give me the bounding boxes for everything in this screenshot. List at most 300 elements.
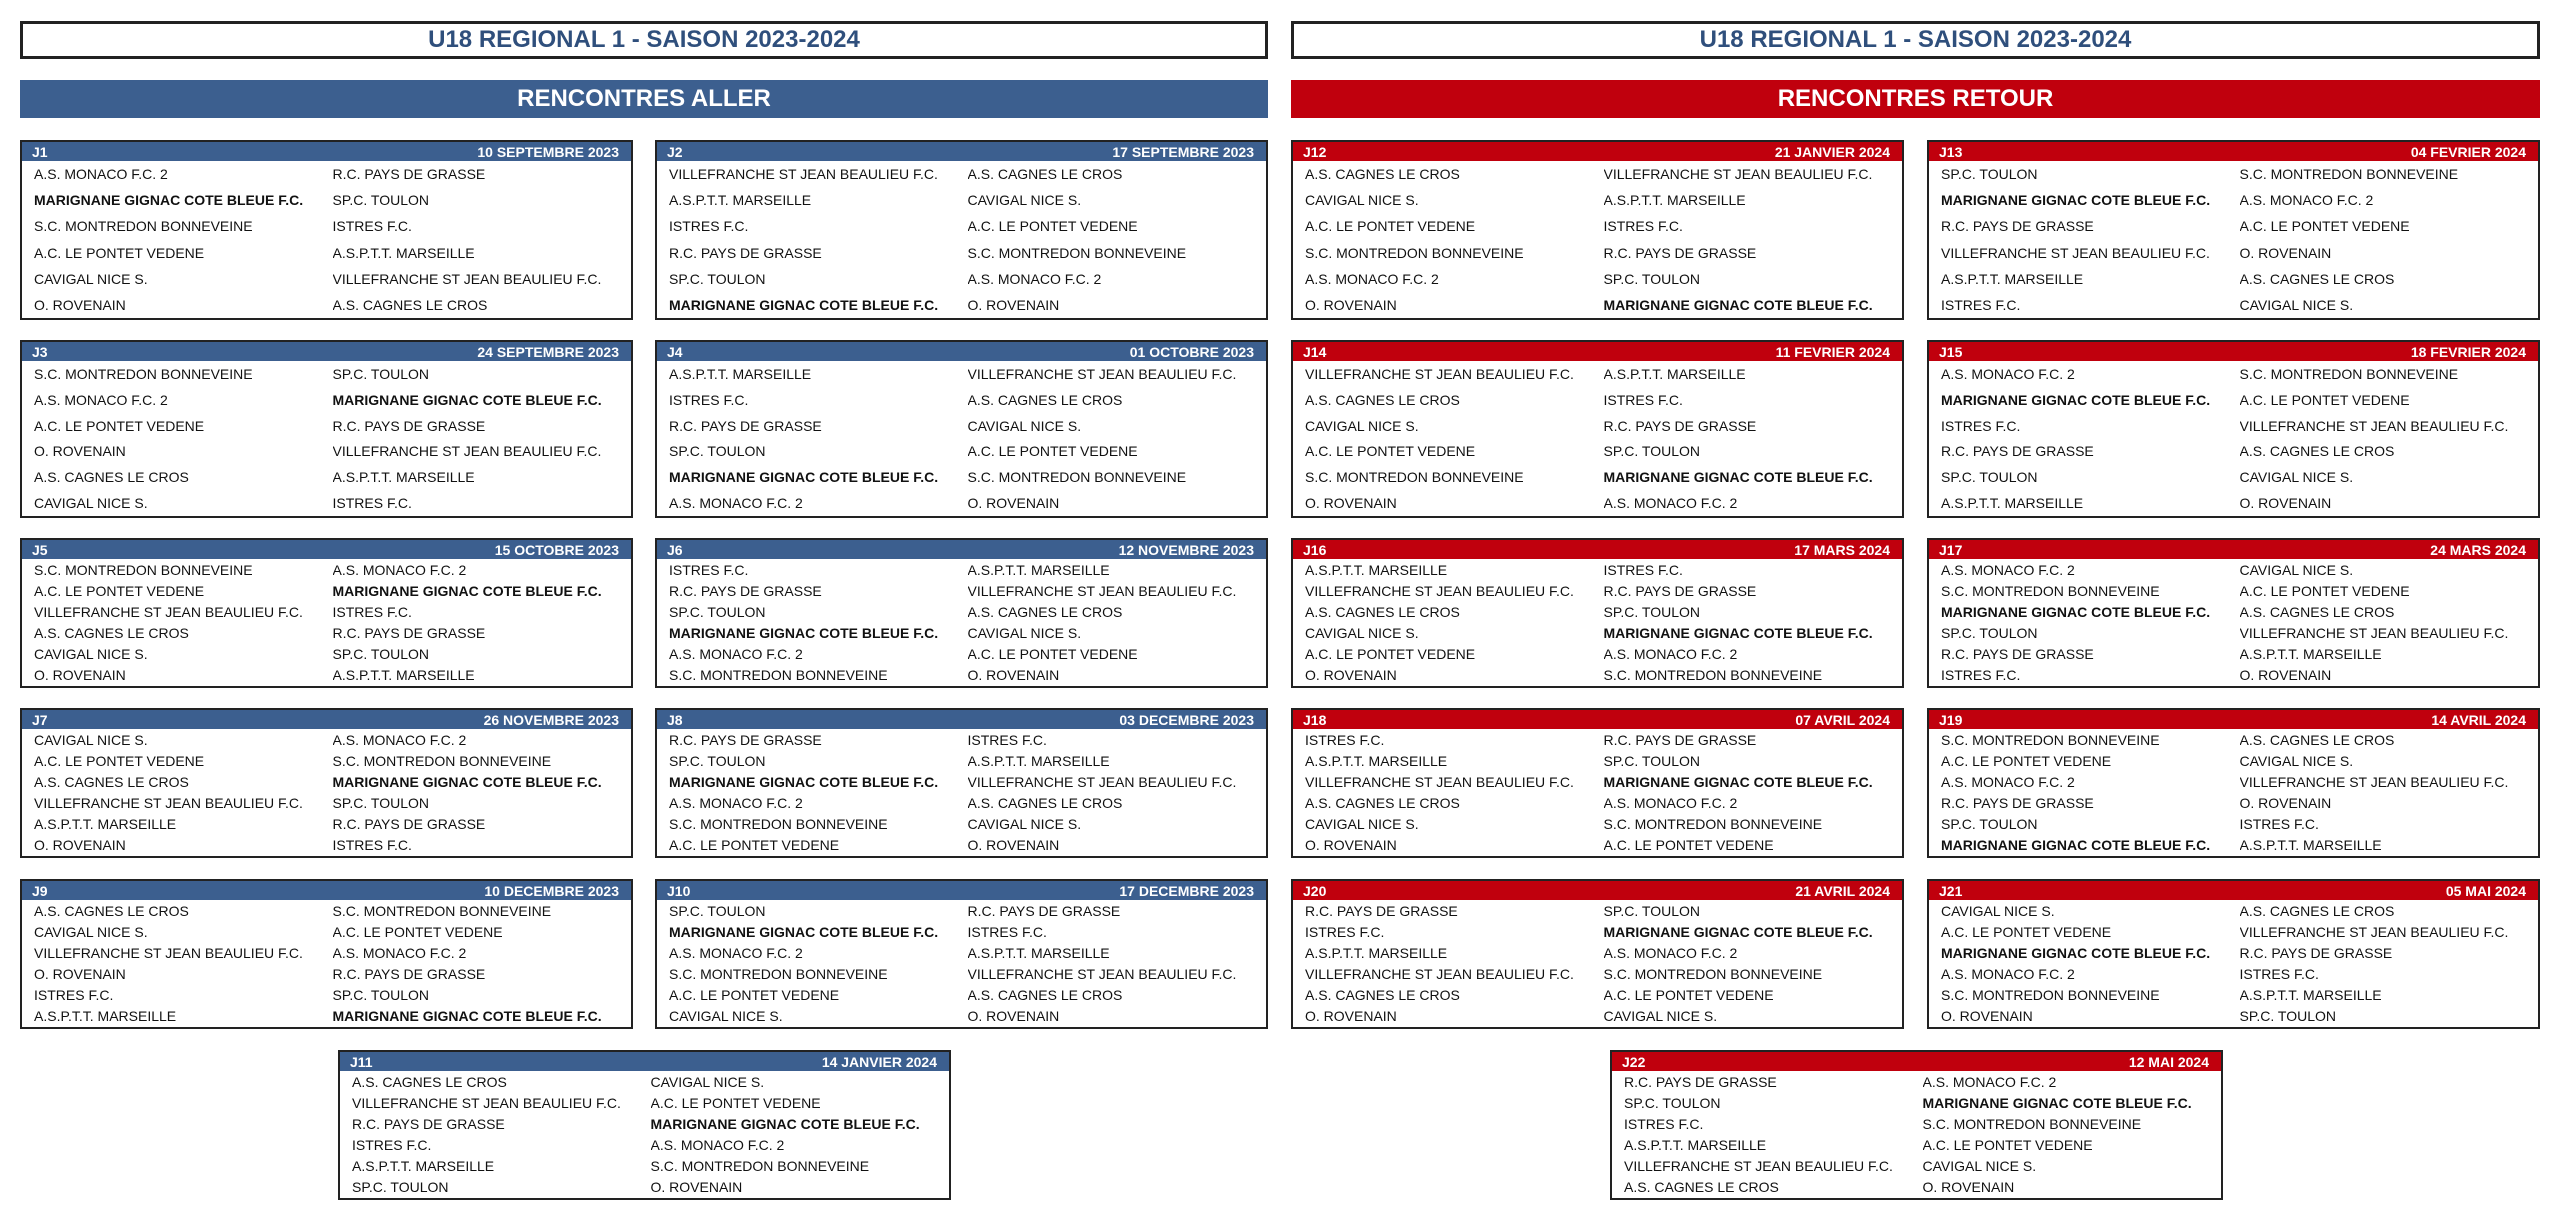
home-team: CAVIGAL NICE S. xyxy=(1305,625,1419,642)
match-list xyxy=(1929,361,2538,516)
match-row xyxy=(22,966,631,982)
home-team: S.C. MONTREDON BONNEVEINE xyxy=(34,365,253,382)
away-team: CAVIGAL NICE S. xyxy=(1603,1008,1718,1025)
match-row xyxy=(657,366,1266,382)
away-team: A.S. MONACO F.C. 2 xyxy=(650,1137,785,1154)
match-row xyxy=(657,753,1266,769)
match-row xyxy=(22,297,631,313)
home-team: VILLEFRANCHE ST JEAN BEAULIEU F.C. xyxy=(34,603,303,620)
away-team: MARIGNANE GIGNAC COTE BLEUE F.C. xyxy=(332,582,602,599)
journee-card-j18 xyxy=(1291,708,1904,858)
away-team: MARIGNANE GIGNAC COTE BLEUE F.C. xyxy=(1603,469,1873,486)
home-team: MARIGNANE GIGNAC COTE BLEUE F.C. xyxy=(669,923,939,940)
retour-banner: RENCONTRES RETOUR xyxy=(1291,80,2540,118)
away-team: R.C. PAYS DE GRASSE xyxy=(332,166,486,183)
match-row xyxy=(1293,392,1902,408)
away-team: ISTRES F.C. xyxy=(332,603,412,620)
away-team: CAVIGAL NICE S. xyxy=(967,192,1082,209)
home-team: MARIGNANE GIGNAC COTE BLEUE F.C. xyxy=(669,296,939,313)
match-row xyxy=(22,924,631,940)
away-team: A.S. CAGNES LE CROS xyxy=(967,166,1123,183)
away-team: MARIGNANE GIGNAC COTE BLEUE F.C. xyxy=(650,1115,920,1132)
home-team: S.C. MONTREDON BONNEVEINE xyxy=(1305,469,1524,486)
home-team: ISTRES F.C. xyxy=(669,218,749,235)
home-team: VILLEFRANCHE ST JEAN BEAULIEU F.C. xyxy=(1305,773,1574,790)
journee-header xyxy=(1293,142,1902,161)
away-team: VILLEFRANCHE ST JEAN BEAULIEU F.C. xyxy=(2239,625,2509,642)
match-row xyxy=(657,192,1266,208)
away-team: SP.C. TOULON xyxy=(2239,1008,2336,1025)
away-team: MARIGNANE GIGNAC COTE BLEUE F.C. xyxy=(1603,923,1873,940)
match-row xyxy=(1293,218,1902,234)
match-row xyxy=(657,418,1266,434)
away-team: S.C. MONTREDON BONNEVEINE xyxy=(967,244,1187,261)
home-team: ISTRES F.C. xyxy=(669,391,749,408)
away-team: ISTRES F.C. xyxy=(1603,561,1683,578)
journee-card-j20 xyxy=(1291,879,1904,1029)
home-team: O. ROVENAIN xyxy=(1941,1008,2033,1025)
journee-date: 14 AVRIL 2024 xyxy=(2431,711,2526,728)
journee-number: J7 xyxy=(32,711,48,728)
match-row xyxy=(1293,418,1902,434)
match-row xyxy=(22,218,631,234)
journee-date: 05 MAI 2024 xyxy=(2445,882,2526,899)
match-row xyxy=(657,443,1266,459)
home-team: SP.C. TOULON xyxy=(1941,469,2038,486)
journee-number: J6 xyxy=(667,541,683,558)
home-team: ISTRES F.C. xyxy=(1305,923,1385,940)
journee-number: J2 xyxy=(667,143,683,160)
away-team: MARIGNANE GIGNAC COTE BLEUE F.C. xyxy=(1603,773,1873,790)
journee-header xyxy=(340,1052,949,1071)
match-row xyxy=(1293,192,1902,208)
match-row xyxy=(657,945,1266,961)
home-team: VILLEFRANCHE ST JEAN BEAULIEU F.C. xyxy=(34,795,303,812)
match-list xyxy=(1293,900,1902,1027)
match-row xyxy=(1293,795,1902,811)
home-team: S.C. MONTREDON BONNEVEINE xyxy=(1305,244,1524,261)
match-row xyxy=(1929,562,2538,578)
away-team: ISTRES F.C. xyxy=(1603,218,1683,235)
home-team: A.S. CAGNES LE CROS xyxy=(1624,1179,1779,1196)
match-row xyxy=(22,583,631,599)
match-row xyxy=(1929,903,2538,919)
home-team: O. ROVENAIN xyxy=(34,966,126,983)
match-row xyxy=(1929,774,2538,790)
home-team: A.S.P.T.T. MARSEILLE xyxy=(1305,752,1448,769)
away-team: VILLEFRANCHE ST JEAN BEAULIEU F.C. xyxy=(967,966,1237,983)
match-row xyxy=(657,583,1266,599)
home-team: MARIGNANE GIGNAC COTE BLEUE F.C. xyxy=(34,192,304,209)
away-team: ISTRES F.C. xyxy=(967,731,1047,748)
away-team: A.S. MONACO F.C. 2 xyxy=(1603,795,1738,812)
away-team: CAVIGAL NICE S. xyxy=(2239,296,2354,313)
match-list xyxy=(1929,900,2538,1027)
away-team: SP.C. TOULON xyxy=(1603,902,1700,919)
home-team: A.S. MONACO F.C. 2 xyxy=(34,166,168,183)
match-row xyxy=(1929,245,2538,261)
match-row xyxy=(22,604,631,620)
match-row xyxy=(1293,837,1902,853)
away-team: MARIGNANE GIGNAC COTE BLEUE F.C. xyxy=(1603,296,1873,313)
home-team: A.S.P.T.T. MARSEILLE xyxy=(34,1008,177,1025)
home-team: CAVIGAL NICE S. xyxy=(34,495,148,512)
away-team: O. ROVENAIN xyxy=(650,1179,743,1196)
match-row xyxy=(1929,795,2538,811)
home-team: ISTRES F.C. xyxy=(34,987,114,1004)
match-row xyxy=(657,987,1266,1003)
home-team: O. ROVENAIN xyxy=(1305,837,1397,854)
match-row xyxy=(1929,945,2538,961)
match-row xyxy=(22,166,631,182)
home-team: A.S. CAGNES LE CROS xyxy=(352,1073,507,1090)
match-row xyxy=(657,837,1266,853)
journee-date: 21 AVRIL 2024 xyxy=(1795,882,1890,899)
match-row xyxy=(657,924,1266,940)
away-team: CAVIGAL NICE S. xyxy=(650,1073,765,1090)
away-team: VILLEFRANCHE ST JEAN BEAULIEU F.C. xyxy=(967,365,1237,382)
journee-card-j2 xyxy=(655,140,1268,320)
journee-header xyxy=(657,710,1266,729)
match-row xyxy=(1293,1008,1902,1024)
away-team: S.C. MONTREDON BONNEVEINE xyxy=(1603,667,1823,684)
journee-header xyxy=(22,881,631,900)
home-team: A.C. LE PONTET VEDENE xyxy=(1305,646,1476,663)
home-team: O. ROVENAIN xyxy=(1305,296,1397,313)
match-row xyxy=(657,562,1266,578)
match-row xyxy=(657,218,1266,234)
journee-card-j3 xyxy=(20,340,633,518)
journee-date: 21 JANVIER 2024 xyxy=(1774,143,1890,160)
match-row xyxy=(22,837,631,853)
journee-card-j13 xyxy=(1927,140,2540,320)
journee-header xyxy=(1293,540,1902,559)
journee-card-j7 xyxy=(20,708,633,858)
match-list xyxy=(1293,361,1902,516)
journee-date: 26 NOVEMBRE 2023 xyxy=(483,711,619,728)
left-title: U18 REGIONAL 1 - SAISON 2023-2024 xyxy=(20,21,1268,59)
away-team: R.C. PAYS DE GRASSE xyxy=(2239,944,2393,961)
home-team: ISTRES F.C. xyxy=(1941,667,2021,684)
home-team: A.S. MONACO F.C. 2 xyxy=(669,495,803,512)
home-team: A.C. LE PONTET VEDENE xyxy=(1305,443,1476,460)
match-row xyxy=(1929,646,2538,662)
home-team: A.S.P.T.T. MARSEILLE xyxy=(1941,270,2084,287)
match-row xyxy=(22,774,631,790)
away-team: VILLEFRANCHE ST JEAN BEAULIEU F.C. xyxy=(2239,773,2509,790)
away-team: A.S. CAGNES LE CROS xyxy=(2239,603,2395,620)
away-team: A.S. MONACO F.C. 2 xyxy=(332,944,467,961)
away-team: ISTRES F.C. xyxy=(332,218,412,235)
away-team: O. ROVENAIN xyxy=(2239,244,2332,261)
match-row xyxy=(1293,903,1902,919)
home-team: SP.C. TOULON xyxy=(352,1179,449,1196)
home-team: A.S. CAGNES LE CROS xyxy=(34,902,189,919)
match-list xyxy=(22,361,631,516)
match-row xyxy=(22,443,631,459)
away-team: A.S.P.T.T. MARSEILLE xyxy=(1603,365,1746,382)
match-row xyxy=(657,392,1266,408)
home-team: A.S. MONACO F.C. 2 xyxy=(1941,773,2075,790)
home-team: R.C. PAYS DE GRASSE xyxy=(669,417,822,434)
journee-card-j22 xyxy=(1610,1050,2223,1200)
journee-date: 07 AVRIL 2024 xyxy=(1795,711,1890,728)
journee-number: J1 xyxy=(32,143,48,160)
journee-card-j9 xyxy=(20,879,633,1029)
journee-number: J20 xyxy=(1303,882,1327,899)
journee-card-j17 xyxy=(1927,538,2540,688)
home-team: CAVIGAL NICE S. xyxy=(1305,816,1419,833)
home-team: A.S.P.T.T. MARSEILLE xyxy=(1305,944,1448,961)
away-team: VILLEFRANCHE ST JEAN BEAULIEU F.C. xyxy=(2239,923,2509,940)
away-team: MARIGNANE GIGNAC COTE BLEUE F.C. xyxy=(1922,1094,2192,1111)
away-team: SP.C. TOULON xyxy=(332,795,429,812)
home-team: ISTRES F.C. xyxy=(352,1137,432,1154)
match-row xyxy=(1293,562,1902,578)
away-team: R.C. PAYS DE GRASSE xyxy=(332,625,486,642)
journee-header xyxy=(22,342,631,361)
away-team: CAVIGAL NICE S. xyxy=(2239,752,2354,769)
away-team: A.S. MONACO F.C. 2 xyxy=(967,270,1102,287)
journee-header xyxy=(1293,710,1902,729)
away-team: SP.C. TOULON xyxy=(332,365,429,382)
away-team: O. ROVENAIN xyxy=(967,296,1060,313)
match-row xyxy=(1293,816,1902,832)
journee-header xyxy=(1293,881,1902,900)
match-row xyxy=(1929,987,2538,1003)
journee-header xyxy=(1293,342,1902,361)
away-team: MARIGNANE GIGNAC COTE BLEUE F.C. xyxy=(332,773,602,790)
away-team: A.C. LE PONTET VEDENE xyxy=(1603,837,1774,854)
home-team: ISTRES F.C. xyxy=(1941,296,2021,313)
match-row xyxy=(1929,297,2538,313)
journee-card-j12 xyxy=(1291,140,1904,320)
home-team: SP.C. TOULON xyxy=(669,902,766,919)
home-team: ISTRES F.C. xyxy=(669,561,749,578)
match-row xyxy=(1293,583,1902,599)
home-team: A.S. MONACO F.C. 2 xyxy=(1941,365,2075,382)
home-team: A.C. LE PONTET VEDENE xyxy=(34,417,205,434)
match-row xyxy=(22,753,631,769)
match-row xyxy=(1293,604,1902,620)
away-team: SP.C. TOULON xyxy=(332,192,429,209)
match-row xyxy=(1929,218,2538,234)
home-team: SP.C. TOULON xyxy=(669,443,766,460)
away-team: SP.C. TOULON xyxy=(332,646,429,663)
away-team: CAVIGAL NICE S. xyxy=(2239,561,2354,578)
away-team: CAVIGAL NICE S. xyxy=(967,816,1082,833)
match-row xyxy=(657,297,1266,313)
journee-header xyxy=(1929,342,2538,361)
away-team: R.C. PAYS DE GRASSE xyxy=(1603,244,1757,261)
match-row xyxy=(22,625,631,641)
match-list xyxy=(340,1071,949,1198)
match-row xyxy=(657,774,1266,790)
match-row xyxy=(657,667,1266,683)
home-team: VILLEFRANCHE ST JEAN BEAULIEU F.C. xyxy=(1305,365,1574,382)
match-row xyxy=(22,418,631,434)
away-team: S.C. MONTREDON BONNEVEINE xyxy=(1922,1115,2142,1132)
away-team: S.C. MONTREDON BONNEVEINE xyxy=(1603,966,1823,983)
match-row xyxy=(22,1008,631,1024)
home-team: SP.C. TOULON xyxy=(1941,816,2038,833)
match-row xyxy=(22,495,631,511)
away-team: A.S. MONACO F.C. 2 xyxy=(332,561,467,578)
journee-card-j21 xyxy=(1927,879,2540,1029)
match-row xyxy=(1293,774,1902,790)
away-team: O. ROVENAIN xyxy=(967,837,1060,854)
away-team: A.S.P.T.T. MARSEILLE xyxy=(332,244,475,261)
journee-header xyxy=(1929,142,2538,161)
home-team: A.S. MONACO F.C. 2 xyxy=(669,646,803,663)
journee-card-j6 xyxy=(655,538,1268,688)
home-team: A.S. CAGNES LE CROS xyxy=(1305,166,1460,183)
match-row xyxy=(1929,166,2538,182)
home-team: A.S. MONACO F.C. 2 xyxy=(669,795,803,812)
away-team: A.S. CAGNES LE CROS xyxy=(2239,443,2395,460)
match-row xyxy=(1293,443,1902,459)
journee-header xyxy=(657,540,1266,559)
journee-card-j1 xyxy=(20,140,633,320)
away-team: A.C. LE PONTET VEDENE xyxy=(967,443,1138,460)
home-team: CAVIGAL NICE S. xyxy=(1941,902,2055,919)
away-team: CAVIGAL NICE S. xyxy=(1922,1158,2037,1175)
away-team: A.S. CAGNES LE CROS xyxy=(967,603,1123,620)
home-team: CAVIGAL NICE S. xyxy=(34,270,148,287)
match-row xyxy=(1612,1116,2221,1132)
away-team: A.S. CAGNES LE CROS xyxy=(967,795,1123,812)
away-team: ISTRES F.C. xyxy=(2239,966,2319,983)
away-team: ISTRES F.C. xyxy=(332,837,412,854)
away-team: A.S. CAGNES LE CROS xyxy=(2239,270,2395,287)
match-list xyxy=(1612,1071,2221,1198)
home-team: S.C. MONTREDON BONNEVEINE xyxy=(669,816,888,833)
home-team: ISTRES F.C. xyxy=(1305,731,1385,748)
home-team: A.S.P.T.T. MARSEILLE xyxy=(352,1158,495,1175)
home-team: A.C. LE PONTET VEDENE xyxy=(1941,752,2112,769)
match-row xyxy=(1293,945,1902,961)
journee-number: J4 xyxy=(667,343,683,360)
match-list xyxy=(22,729,631,856)
away-team: A.S. MONACO F.C. 2 xyxy=(1603,944,1738,961)
match-list xyxy=(1293,161,1902,318)
away-team: ISTRES F.C. xyxy=(332,495,412,512)
match-row xyxy=(1929,667,2538,683)
match-row xyxy=(1612,1074,2221,1090)
match-row xyxy=(1929,392,2538,408)
match-row xyxy=(340,1179,949,1195)
journee-number: J17 xyxy=(1939,541,1963,558)
home-team: A.S.P.T.T. MARSEILLE xyxy=(34,816,177,833)
journee-date: 01 OCTOBRE 2023 xyxy=(1129,343,1254,360)
away-team: A.C. LE PONTET VEDENE xyxy=(650,1094,821,1111)
home-team: CAVIGAL NICE S. xyxy=(669,1008,783,1025)
journee-date: 10 SEPTEMBRE 2023 xyxy=(477,143,619,160)
match-row xyxy=(657,495,1266,511)
match-row xyxy=(22,667,631,683)
home-team: A.S. MONACO F.C. 2 xyxy=(34,391,168,408)
match-row xyxy=(22,192,631,208)
match-row xyxy=(22,987,631,1003)
match-list xyxy=(657,729,1266,856)
home-team: A.S. CAGNES LE CROS xyxy=(1305,987,1460,1004)
journee-card-j16 xyxy=(1291,538,1904,688)
journee-date: 10 DECEMBRE 2023 xyxy=(484,882,619,899)
away-team: CAVIGAL NICE S. xyxy=(2239,469,2354,486)
away-team: VILLEFRANCHE ST JEAN BEAULIEU F.C. xyxy=(332,443,602,460)
home-team: A.C. LE PONTET VEDENE xyxy=(669,837,840,854)
journee-header xyxy=(22,540,631,559)
away-team: A.S.P.T.T. MARSEILLE xyxy=(967,944,1110,961)
journee-header xyxy=(22,710,631,729)
match-row xyxy=(657,816,1266,832)
away-team: A.S.P.T.T. MARSEILLE xyxy=(2239,837,2382,854)
away-team: VILLEFRANCHE ST JEAN BEAULIEU F.C. xyxy=(967,773,1237,790)
match-row xyxy=(340,1095,949,1111)
journee-header xyxy=(657,342,1266,361)
home-team: S.C. MONTREDON BONNEVEINE xyxy=(1941,582,2160,599)
match-list xyxy=(1929,729,2538,856)
home-team: ISTRES F.C. xyxy=(1624,1115,1704,1132)
journee-date: 11 FEVRIER 2024 xyxy=(1775,343,1890,360)
away-team: S.C. MONTREDON BONNEVEINE xyxy=(650,1158,870,1175)
home-team: A.S. MONACO F.C. 2 xyxy=(1941,561,2075,578)
match-row xyxy=(340,1074,949,1090)
home-team: S.C. MONTREDON BONNEVEINE xyxy=(1941,987,2160,1004)
match-row xyxy=(1929,443,2538,459)
home-team: MARIGNANE GIGNAC COTE BLEUE F.C. xyxy=(669,469,939,486)
match-list xyxy=(22,559,631,686)
journee-card-j10 xyxy=(655,879,1268,1029)
match-row xyxy=(22,646,631,662)
away-team: A.S. MONACO F.C. 2 xyxy=(1603,495,1738,512)
away-team: SP.C. TOULON xyxy=(1603,270,1700,287)
away-team: SP.C. TOULON xyxy=(1603,752,1700,769)
home-team: MARIGNANE GIGNAC COTE BLEUE F.C. xyxy=(1941,837,2211,854)
away-team: S.C. MONTREDON BONNEVEINE xyxy=(332,902,552,919)
away-team: R.C. PAYS DE GRASSE xyxy=(332,417,486,434)
match-row xyxy=(340,1137,949,1153)
match-row xyxy=(657,795,1266,811)
journee-date: 17 MARS 2024 xyxy=(1794,541,1890,558)
home-team: CAVIGAL NICE S. xyxy=(1305,417,1419,434)
away-team: A.C. LE PONTET VEDENE xyxy=(967,646,1138,663)
journee-card-j8 xyxy=(655,708,1268,858)
home-team: SP.C. TOULON xyxy=(1624,1094,1721,1111)
home-team: A.C. LE PONTET VEDENE xyxy=(34,752,205,769)
match-row xyxy=(1293,966,1902,982)
match-list xyxy=(22,161,631,318)
match-row xyxy=(1929,271,2538,287)
home-team: O. ROVENAIN xyxy=(34,837,126,854)
home-team: S.C. MONTREDON BONNEVEINE xyxy=(669,966,888,983)
home-team: ISTRES F.C. xyxy=(1941,417,2021,434)
journee-number: J3 xyxy=(32,343,48,360)
away-team: A.C. LE PONTET VEDENE xyxy=(2239,582,2410,599)
match-row xyxy=(1929,469,2538,485)
home-team: SP.C. TOULON xyxy=(1941,625,2038,642)
home-team: MARIGNANE GIGNAC COTE BLEUE F.C. xyxy=(1941,391,2211,408)
journee-header xyxy=(22,142,631,161)
match-list xyxy=(657,161,1266,318)
match-row xyxy=(22,245,631,261)
match-row xyxy=(657,625,1266,641)
journee-number: J18 xyxy=(1303,711,1327,728)
journee-card-j15 xyxy=(1927,340,2540,518)
home-team: A.S. CAGNES LE CROS xyxy=(1305,603,1460,620)
match-row xyxy=(657,732,1266,748)
match-row xyxy=(22,271,631,287)
